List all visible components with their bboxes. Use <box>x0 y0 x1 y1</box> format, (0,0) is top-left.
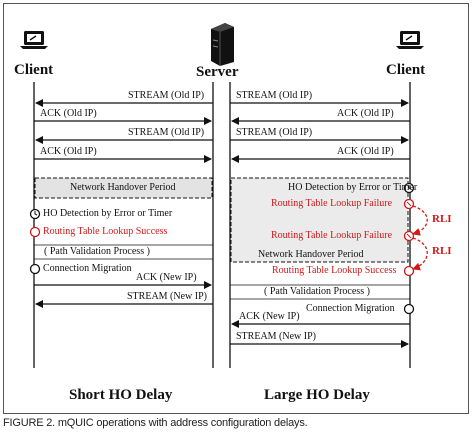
left-ho-detection-label: HO Detection by Error or Timer <box>43 208 173 219</box>
right-lookup-failure-label-1: Routing Table Lookup Failure <box>271 198 393 209</box>
right-path-validation-label: ( Path Validation Process ) <box>264 286 370 297</box>
right-client-label: Client <box>386 62 426 78</box>
left-client-laptop-icon <box>20 31 48 49</box>
right-ho-detection-label: HO Detection by Error or Timer <box>288 182 418 193</box>
left-connection-migration-label: Connection Migration <box>43 263 132 274</box>
right-lookup-success-label: Routing Table Lookup Success <box>272 265 397 276</box>
server-icon <box>211 23 234 66</box>
rli-label-2: RLI <box>432 245 452 257</box>
right-stream-old-label-1: STREAM (Old IP) <box>236 90 313 101</box>
rli-arrow-2 <box>413 238 427 269</box>
left-ack-new-label: ACK (New IP) <box>136 272 197 283</box>
right-footer-title: Large HO Delay <box>264 387 370 403</box>
left-ack-old-label-1: ACK (Old IP) <box>40 108 97 119</box>
right-client-laptop-icon <box>396 31 424 49</box>
right-handover-label: Network Handover Period <box>258 249 364 260</box>
left-stream-old-label-2: STREAM (Old IP) <box>128 127 205 138</box>
left-stream-old-label-1: STREAM (Old IP) <box>128 90 205 101</box>
server-label: Server <box>196 64 239 80</box>
right-connection-migration-label: Connection Migration <box>306 303 395 314</box>
right-migration-marker <box>405 305 414 314</box>
left-lookup-success-label: Routing Table Lookup Success <box>43 226 168 237</box>
rli-label-1: RLI <box>432 213 452 225</box>
right-stream-new-label: STREAM (New IP) <box>236 331 316 342</box>
right-lookup-failure-label-2: Routing Table Lookup Failure <box>271 230 393 241</box>
rli-arrow-1 <box>413 206 427 234</box>
left-handover-label: Network Handover Period <box>70 182 176 193</box>
right-ack-old-label-2: ACK (Old IP) <box>337 146 394 157</box>
left-ack-old-label-2: ACK (Old IP) <box>40 146 97 157</box>
left-footer-title: Short HO Delay <box>69 387 173 403</box>
right-success-marker <box>405 267 414 276</box>
right-stream-old-label-2: STREAM (Old IP) <box>236 127 313 138</box>
right-ack-new-label: ACK (New IP) <box>239 311 300 322</box>
figure-caption: FIGURE 2. mQUIC operations with address configuration delays. <box>3 417 308 429</box>
left-success-marker <box>31 228 40 237</box>
right-ack-old-label-1: ACK (Old IP) <box>337 108 394 119</box>
left-migration-marker <box>31 265 40 274</box>
left-stream-new-label: STREAM (New IP) <box>127 291 207 302</box>
left-client-label: Client <box>14 62 54 78</box>
left-path-validation-label: ( Path Validation Process ) <box>44 246 150 257</box>
